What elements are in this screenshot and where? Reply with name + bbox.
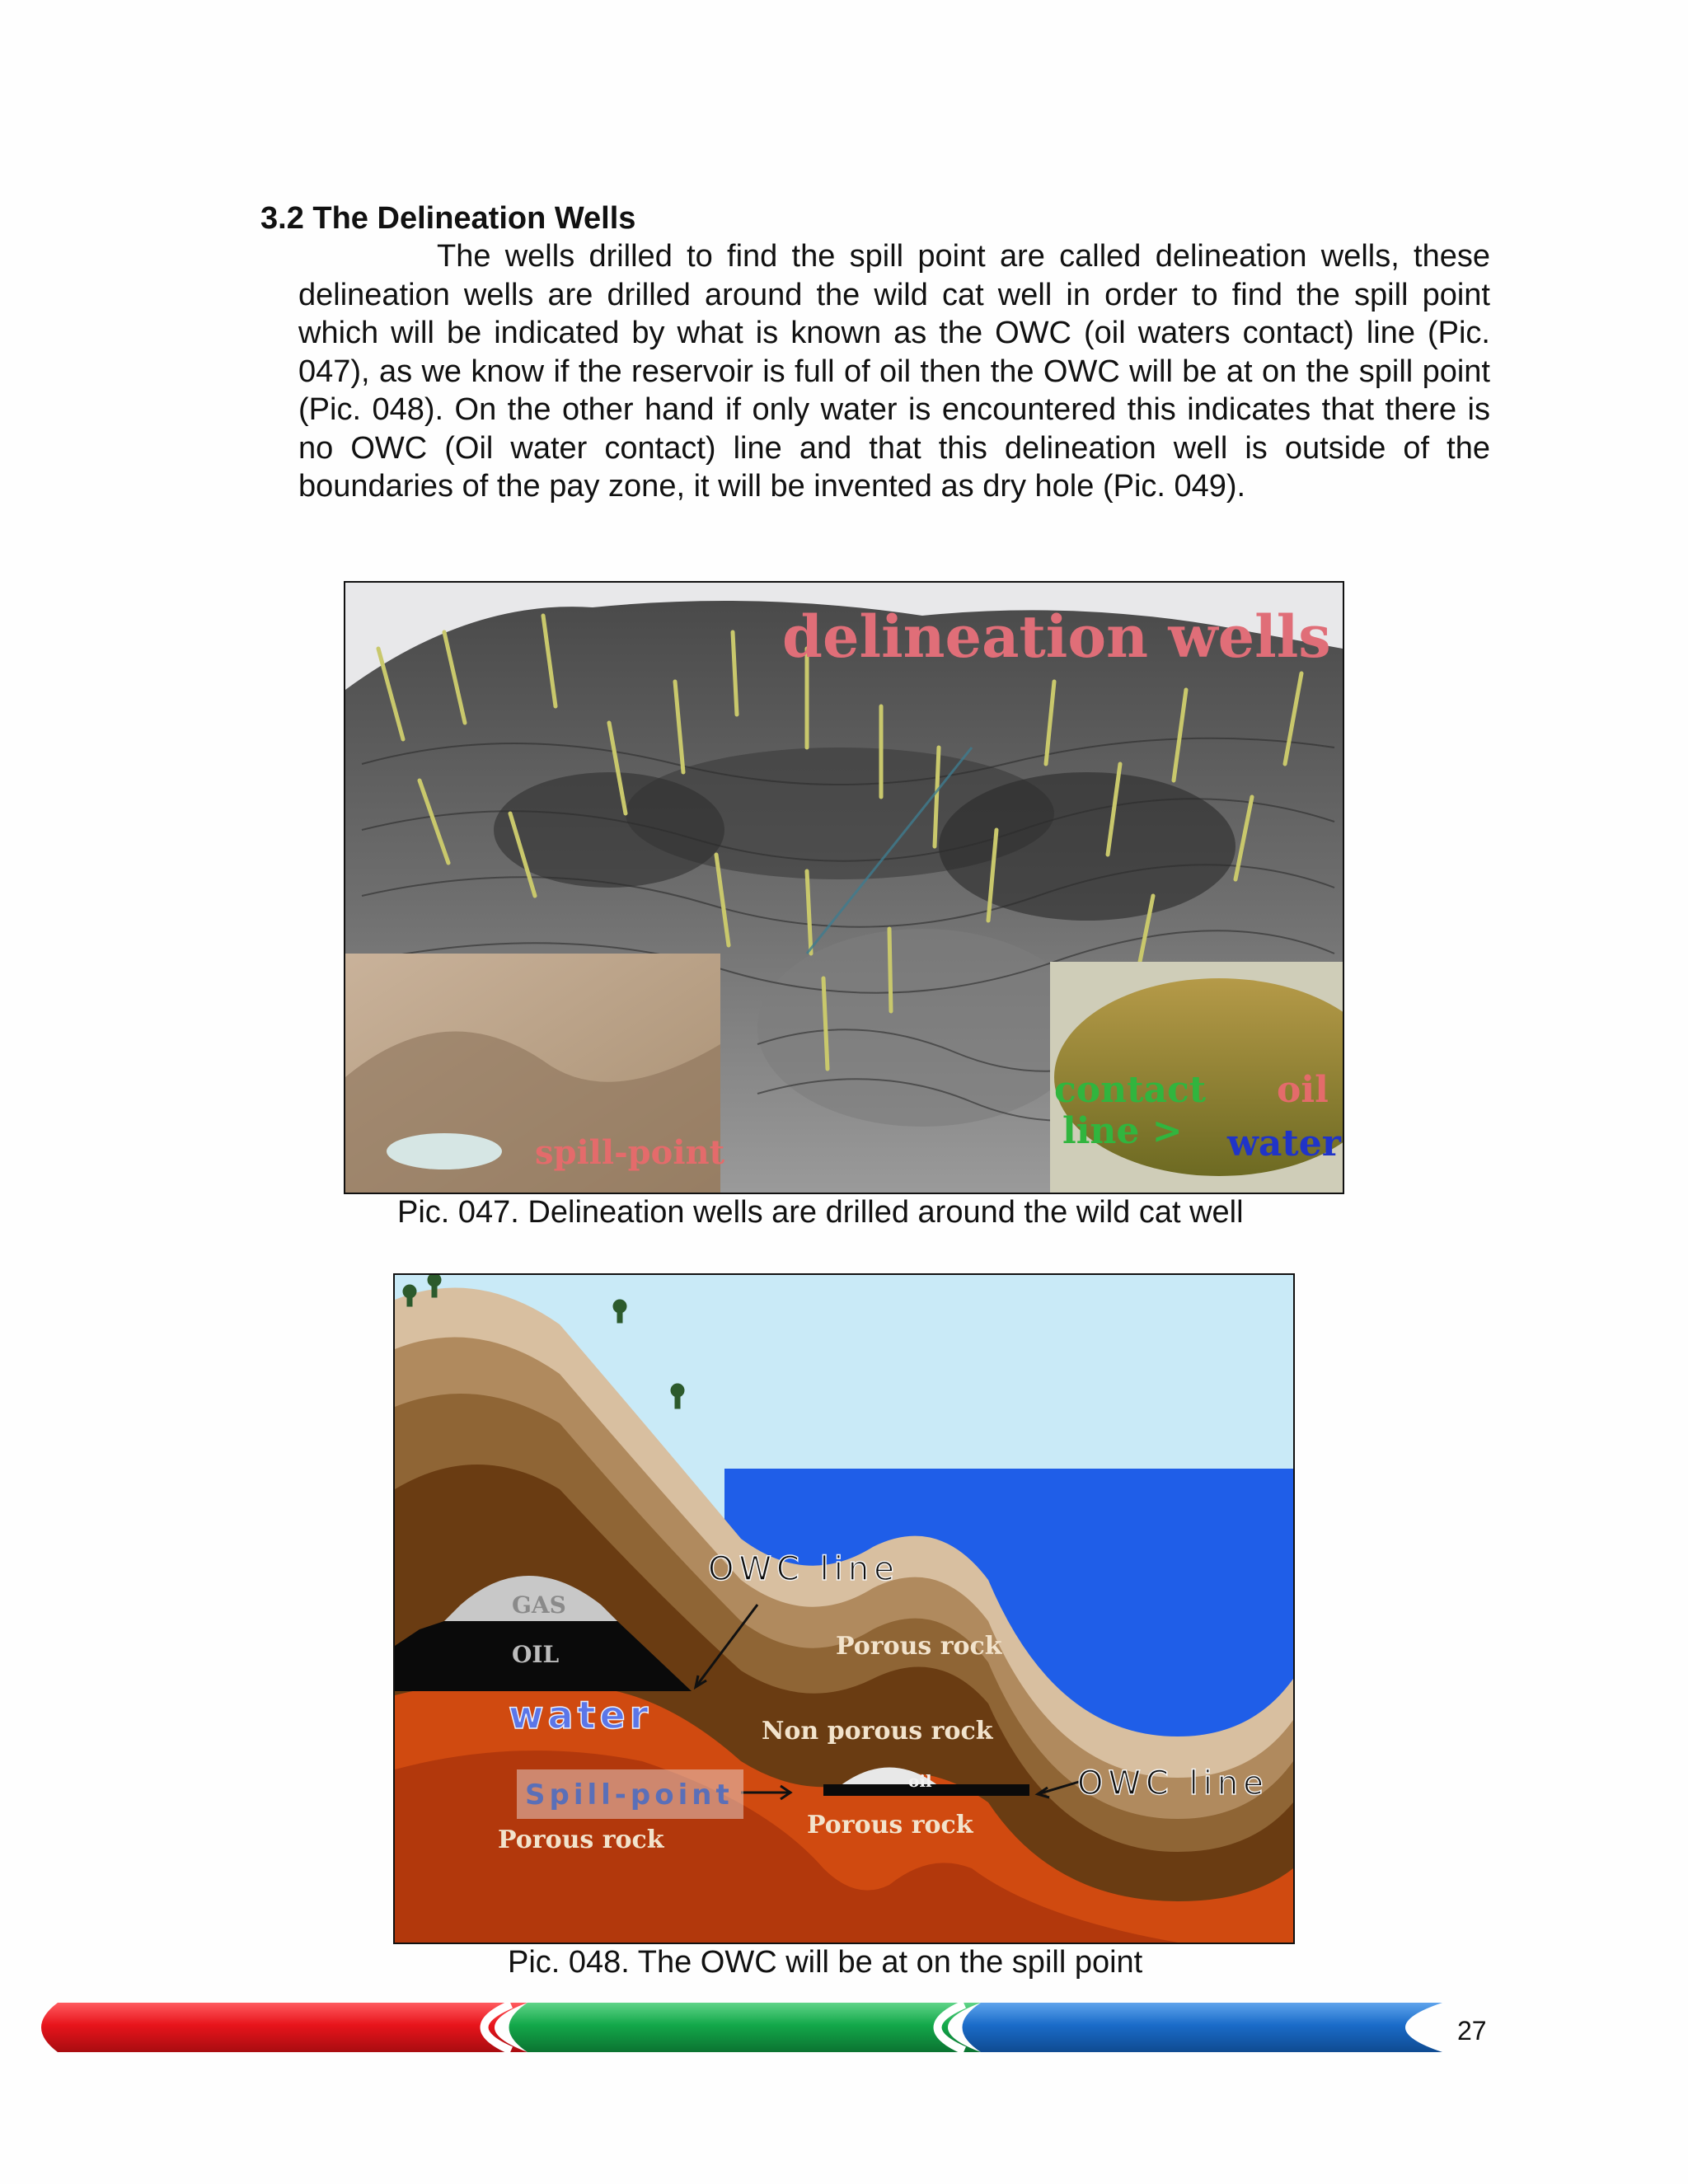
porous-rock-mid: Porous rock: [807, 1811, 973, 1840]
paragraph-text: The wells drilled to find the spill point are called delineation wells, these delineation wells are drilled around the wild cat well in order to find the spill point which will be indicated by what is known as the OWC (oil waters contact) line (Pic. 047), as we know if the reservoir is full of oil then the OWC will be at on the spill point (Pic. 048). On the other hand if only water is encountered this indicates that there is no OWC (Oil water contact) line and that this delineation well is outside of the boundaries of the pay zone, it will be invented as dry hole (Pic. 049).: [298, 239, 1490, 504]
spill-point-overlay: spill-point: [535, 1133, 725, 1172]
footer-green-pill: [509, 2003, 982, 2052]
spill-point-label: Spill-point: [525, 1779, 734, 1811]
page-number: 27: [1457, 2016, 1487, 2046]
oil-label: OIL: [512, 1641, 560, 1668]
water-label: water: [509, 1693, 653, 1737]
small-oil-label: oil: [908, 1771, 932, 1791]
delineation-wells-image: [345, 583, 1343, 1193]
porous-rock-top: Porous rock: [836, 1632, 1002, 1661]
figure1-caption: Pic. 047. Delineation wells are drilled around the wild cat well: [397, 1195, 1244, 1230]
figure-delineation-wells: [344, 581, 1344, 1194]
section-heading: 3.2 The Delineation Wells: [260, 201, 636, 236]
section-paragraph: [298, 237, 1490, 506]
cross-section-image: [395, 1275, 1293, 1943]
contact-label-2: line >: [1062, 1110, 1183, 1152]
figure2-caption: Pic. 048. The OWC will be at on the spill point: [508, 1945, 1143, 1980]
contact-label-1: contact: [1054, 1069, 1207, 1111]
owc-label-secondary: OWC line: [1077, 1765, 1268, 1802]
gas-label: GAS: [512, 1591, 566, 1619]
overlay-title: delineation wells: [782, 602, 1331, 671]
footer-red-pill: [41, 2003, 528, 2052]
owc-label-main: OWC line: [708, 1550, 899, 1588]
footer-blue-pill: [963, 2003, 1443, 2052]
water-overlay: water: [1227, 1122, 1341, 1165]
non-porous-rock: Non porous rock: [762, 1717, 993, 1746]
figure-cross-section: [393, 1273, 1295, 1944]
oil-overlay: oil: [1277, 1069, 1329, 1111]
porous-rock-left: Porous rock: [498, 1825, 664, 1854]
footer-decoration: [0, 1978, 1688, 2077]
